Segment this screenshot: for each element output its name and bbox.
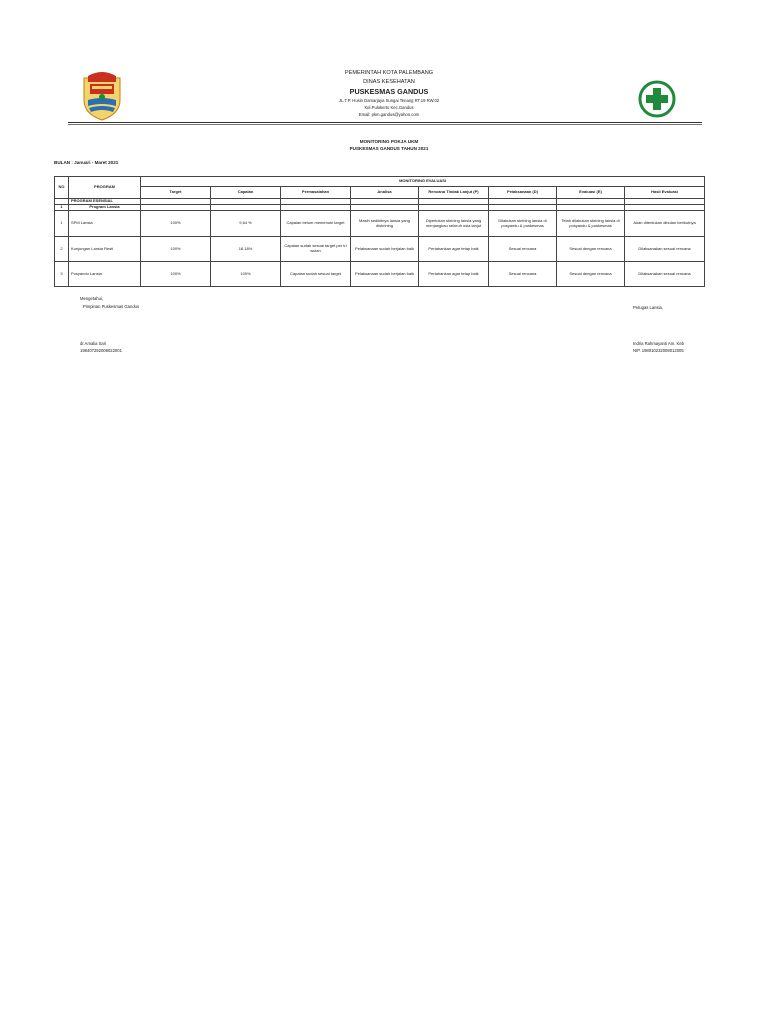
row-no: 3: [55, 262, 69, 287]
col-header: Rencana Tindak Lanjut (P): [419, 187, 489, 199]
row-pelaksanaan: Sesuai rencana: [489, 237, 557, 262]
col-header: Analisa: [351, 187, 419, 199]
sig-left-label2: Pimpinan Puskesmas Gandus: [83, 304, 140, 309]
row-analisa: Masih sedikitnya lansia yang diskrining: [351, 211, 419, 237]
sig-left-mark: dr.: [80, 341, 85, 346]
row-evaluasi: Telah dilakukan skrining lansia di posyandu & puskesmas: [557, 211, 625, 237]
row-rtl: Pertahankan agar tetap baik: [419, 262, 489, 287]
sub-no: 1: [55, 205, 69, 211]
row-permasalahan: Capaian sudah sesuai target: [281, 262, 351, 287]
col-header: Target: [141, 187, 211, 199]
header-address: JL.T.P. Husin Damarjaya Sungai Tenang RT.19 RW.02: [338, 98, 440, 103]
monitoring-evaluasi-header: MONITORING EVALUASI: [141, 177, 705, 187]
row-capaian: 100%: [211, 262, 281, 287]
row-hasil: Dilaksanakan sesuai rencana: [625, 262, 705, 287]
col-header: Capaian: [211, 187, 281, 199]
health-cross-logo: [638, 80, 676, 118]
sig-right-label: Petugas Lansia,: [633, 305, 664, 310]
row-capaian: 9,64 %: [211, 211, 281, 237]
row-hasil: Dilaksanakan sesuai rencana: [625, 237, 705, 262]
row-program: Kunjungan Lansia Resti: [69, 237, 141, 262]
table-row: [55, 237, 705, 262]
table-row: [55, 211, 705, 237]
col-header: Evaluasi (E): [557, 187, 625, 199]
col-program-header: PROGRAM: [69, 177, 141, 199]
sub-label: Program Lansia: [69, 205, 141, 211]
row-rtl: Pertahankan agar tetap baik: [419, 237, 489, 262]
doc-title: MONITORING POKJA UKM: [359, 139, 419, 144]
row-no: 2: [55, 237, 69, 262]
sig-right-nip: NIP. 198010232008012005: [633, 348, 684, 353]
col-header: Hasil Evaluasi: [625, 187, 705, 199]
header-department: DINAS KESEHATAN: [363, 79, 415, 85]
col-header: Permasalahan: [281, 187, 351, 199]
section-label: PROGRAM ESENSIAL: [69, 199, 141, 205]
header-divider: [68, 122, 702, 123]
row-pelaksanaan: Sesuai rencana: [489, 262, 557, 287]
table-row: [55, 262, 705, 287]
period-label: BULAN : Januari - Maret 2021: [54, 160, 119, 165]
row-capaian: 18.18%: [211, 237, 281, 262]
row-no: 1: [55, 211, 69, 237]
table-header-row-1: [55, 177, 705, 187]
sig-left-name: Amalia Sari: [84, 341, 107, 346]
row-target: 100%: [141, 211, 211, 237]
row-analisa: Pelaksanaan sudah berjalan baik: [351, 262, 419, 287]
row-analisa: Pelaksanaan sudah berjalan baik: [351, 237, 419, 262]
row-target: 100%: [141, 237, 211, 262]
row-evaluasi: Sesuai dengan rencana: [557, 262, 625, 287]
city-crest-logo: [80, 70, 124, 122]
row-hasil: Akan ditentukan dibulan berikutnya: [625, 211, 705, 237]
row-program: SPM Lansia: [69, 211, 141, 237]
row-permasalahan: Capaian belum memenuhi target: [281, 211, 351, 237]
table-header-row-2: [55, 187, 705, 199]
sig-left-label1: Mengetahui,: [80, 296, 104, 301]
row-rtl: Diperlukan skrining lansia yang menjangkau seluruh usia lanjut: [419, 211, 489, 237]
row-evaluasi: Sesuai dengan rencana: [557, 237, 625, 262]
header-government: PEMERINTAH KOTA PALEMBANG: [344, 70, 434, 76]
sig-left-name-line: [80, 341, 106, 346]
sig-left-nip: 198407292008022001: [80, 348, 122, 353]
header-divider-thin: [68, 124, 702, 125]
row-pelaksanaan: Dilakukan skrining lansia di posyandu & puskesmas: [489, 211, 557, 237]
header-email: Email: pkm.gandus@yahoo.com: [358, 112, 420, 117]
doc-subtitle: PUSKESMAS GANDUS TAHUN 2021: [349, 146, 429, 151]
sig-right-name: Indria Rahmayanti Am. Keb: [633, 341, 684, 346]
header-locality: Kel.Pulokerto Kec.Gandus: [364, 105, 414, 110]
row-program: Posyandu Lansia: [69, 262, 141, 287]
monitoring-table: [54, 176, 705, 287]
row-target: 100%: [141, 262, 211, 287]
col-no-header: NO: [55, 177, 69, 199]
row-permasalahan: Capaian sudah sesuai target per tri wulan: [281, 237, 351, 262]
col-header: Pelaksanaan (D): [489, 187, 557, 199]
header-puskesmas: PUSKESMAS GANDUS: [349, 87, 429, 96]
